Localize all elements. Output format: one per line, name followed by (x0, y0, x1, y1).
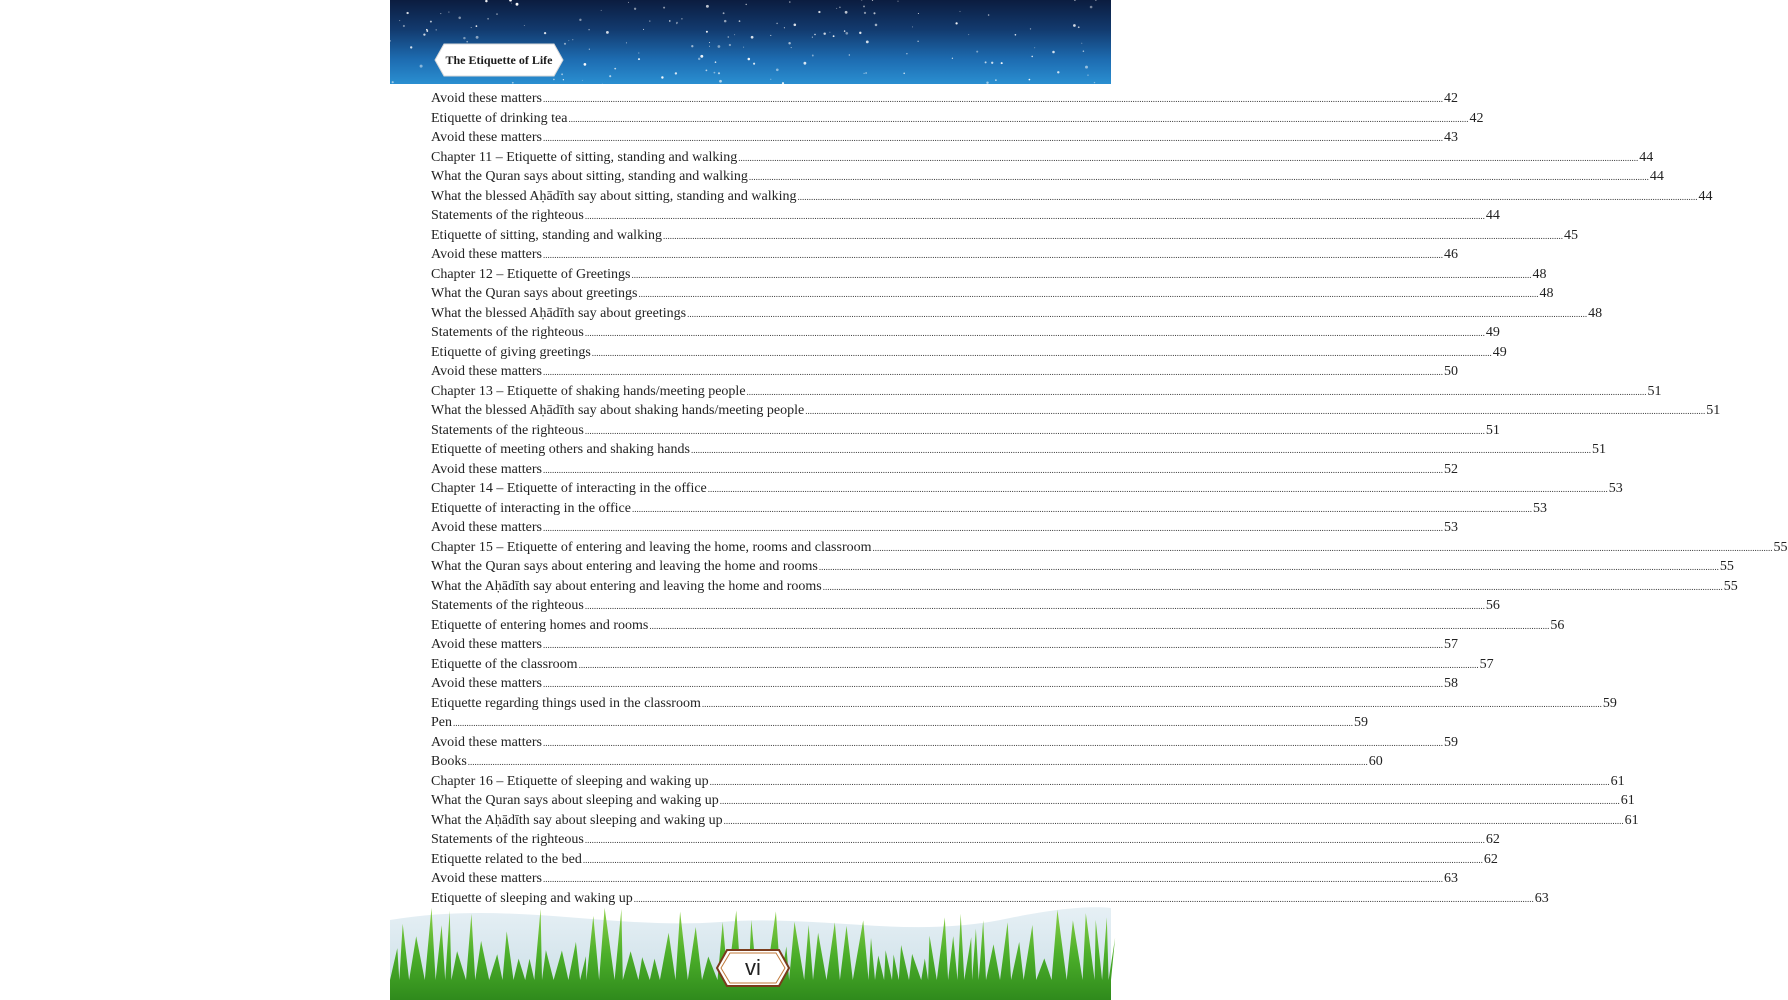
toc-entry-title: Avoid these matters (431, 364, 542, 379)
toc-leader-dots: ................................................................................................................................................................................................................................................................................................................................................................................................................ (584, 328, 1485, 338)
toc-leader-dots: ................................................................................................................................................................................................................................................................................................................................................................................................................ (709, 776, 1610, 787)
toc-entry (431, 247, 1458, 267)
toc-entry-title: What the Quran says about greetings (431, 286, 638, 301)
book-title-badge (434, 43, 564, 77)
toc-entry-title: What the blessed Aḥādīth say about sitting, standing and walking (431, 188, 797, 204)
toc-entry-title: Statements of the righteous (431, 208, 584, 223)
toc-leader-dots: ................................................................................................................................................................................................................................................................................................................................................................................................................ (542, 640, 1443, 650)
toc-entry (431, 188, 1713, 209)
toc-entry (431, 364, 1458, 384)
toc-entry-page: 44 (1698, 188, 1713, 204)
toc-entry-page: 55 (1719, 559, 1734, 574)
toc-entry (431, 598, 1500, 618)
toc-entry-page: 63 (1443, 871, 1458, 886)
toc-leader-dots: ................................................................................................................................................................................................................................................................................................................................................................................................................ (818, 562, 1719, 572)
toc-leader-dots: ................................................................................................................................................................................................................................................................................................................................................................................................................ (467, 757, 1368, 767)
toc-entry-page: 44 (1639, 149, 1654, 165)
toc-entry-title: What the Aḥādīth say about sleeping and waking up (431, 812, 723, 828)
toc-entry-title: What the Quran says about sleeping and waking up (431, 793, 719, 808)
toc-entry-title: Avoid these matters (431, 734, 542, 750)
toc-leader-dots: ................................................................................................................................................................................................................................................................................................................................................................................................................ (633, 893, 1534, 904)
toc-entry-page: 57 (1479, 656, 1494, 672)
book-page (390, 0, 1788, 1000)
toc-leader-dots: ................................................................................................................................................................................................................................................................................................................................................................................................................ (578, 659, 1479, 670)
toc-leader-dots: ................................................................................................................................................................................................................................................................................................................................................................................................................ (631, 269, 1532, 280)
toc-entry-page: 48 (1532, 266, 1547, 282)
toc-entry (431, 754, 1383, 774)
toc-entry-title: What the Quran says about sitting, standing and walking (431, 169, 748, 184)
toc-entry (431, 520, 1458, 540)
toc-entry-title: Etiquette of meeting others and shaking hands (431, 442, 690, 457)
toc-leader-dots: ................................................................................................................................................................................................................................................................................................................................................................................................................ (582, 854, 1483, 865)
toc-entry-title: Statements of the righteous (431, 325, 584, 340)
toc-entry-page: 63 (1534, 890, 1549, 906)
toc-entry-page: 43 (1443, 130, 1458, 145)
toc-entry-title: Etiquette related to the bed (431, 851, 582, 867)
toc-entry (431, 130, 1458, 150)
toc-entry (431, 208, 1500, 228)
toc-entry-page: 51 (1485, 422, 1500, 438)
toc-entry-page: 53 (1532, 500, 1547, 516)
toc-leader-dots: ................................................................................................................................................................................................................................................................................................................................................................................................................ (723, 815, 1624, 826)
toc-entry-title: Etiquette of entering homes and rooms (431, 617, 649, 633)
toc-entry (431, 227, 1578, 248)
toc-entry-page: 62 (1483, 851, 1498, 867)
toc-entry-page: 44 (1649, 169, 1664, 184)
toc-entry (431, 422, 1500, 443)
toc-entry (431, 325, 1500, 345)
toc-leader-dots: ................................................................................................................................................................................................................................................................................................................................................................................................................ (542, 94, 1443, 104)
toc-entry-page: 57 (1443, 637, 1458, 652)
toc-entry-page: 44 (1485, 208, 1500, 223)
toc-entry (431, 442, 1606, 462)
toc-entry-page: 61 (1610, 773, 1625, 789)
toc-leader-dots: ................................................................................................................................................................................................................................................................................................................................................................................................................ (568, 113, 1469, 124)
toc-leader-dots: ................................................................................................................................................................................................................................................................................................................................................................................................................ (542, 250, 1443, 260)
toc-entry-page: 59 (1354, 715, 1368, 730)
toc-entry-page: 45 (1563, 227, 1578, 243)
toc-entry-title: Chapter 11 – Etiquette of sitting, standing and walking (431, 149, 738, 165)
toc-entry-page: 46 (1443, 247, 1458, 262)
toc-entry-title: Statements of the righteous (431, 832, 584, 847)
toc-leader-dots: ................................................................................................................................................................................................................................................................................................................................................................................................................ (701, 698, 1602, 709)
toc-entry-title: Avoid these matters (431, 247, 542, 262)
toc-entry-title: Pen (431, 715, 452, 730)
toc-leader-dots: ................................................................................................................................................................................................................................................................................................................................................................................................................ (638, 289, 1539, 299)
toc-entry-title: Chapter 14 – Etiquette of interacting in the office (431, 481, 707, 496)
toc-entry-page: 58 (1443, 676, 1458, 691)
toc-entry-title: What the blessed Aḥādīth say about greetings (431, 305, 687, 321)
toc-entry-title: What the Quran says about entering and leaving the home and rooms (431, 559, 818, 574)
toc-entry (431, 656, 1494, 677)
book-title: The Etiquette of Life (445, 53, 553, 67)
page-number: vi (745, 955, 761, 980)
toc-entry (431, 637, 1458, 657)
toc-entry (431, 832, 1500, 852)
toc-leader-dots: ................................................................................................................................................................................................................................................................................................................................................................................................................ (707, 484, 1608, 494)
toc-entry-page: 42 (1469, 110, 1484, 126)
toc-entry-page: 59 (1443, 734, 1458, 750)
toc-entry (431, 305, 1603, 326)
toc-leader-dots: ................................................................................................................................................................................................................................................................................................................................................................................................................ (719, 796, 1620, 806)
toc-entry-title: What the Aḥādīth say about entering and leaving the home and rooms (431, 578, 822, 594)
toc-leader-dots: ................................................................................................................................................................................................................................................................................................................................................................................................................ (746, 386, 1647, 397)
toc-entry-title: What the blessed Aḥādīth say about shaking hands/meeting people (431, 403, 805, 418)
toc-entry-page: 53 (1608, 481, 1623, 496)
toc-entry (431, 461, 1458, 482)
toc-leader-dots: ................................................................................................................................................................................................................................................................................................................................................................................................................ (584, 601, 1485, 611)
toc-entry (431, 110, 1484, 131)
toc-entry-page: 55 (1773, 539, 1788, 555)
table-of-contents (431, 91, 1788, 910)
toc-entry-page: 62 (1485, 832, 1500, 847)
toc-entry (431, 676, 1458, 696)
toc-entry-title: Avoid these matters (431, 520, 542, 535)
night-sky-header (390, 0, 1111, 84)
toc-entry-title: Statements of the righteous (431, 422, 584, 438)
toc-leader-dots: ................................................................................................................................................................................................................................................................................................................................................................................................................ (738, 152, 1639, 163)
toc-entry-title: Etiquette of sitting, standing and walking (431, 227, 662, 243)
toc-entry-page: 51 (1647, 383, 1662, 399)
toc-entry (431, 383, 1662, 404)
toc-leader-dots: ................................................................................................................................................................................................................................................................................................................................................................................................................ (542, 133, 1443, 143)
toc-entry (431, 695, 1617, 716)
toc-entry (431, 734, 1458, 755)
toc-entry (431, 500, 1547, 521)
toc-entry-page: 49 (1485, 325, 1500, 340)
toc-entry (431, 812, 1639, 833)
toc-leader-dots: ................................................................................................................................................................................................................................................................................................................................................................................................................ (805, 406, 1706, 416)
toc-entry (431, 773, 1625, 794)
toc-entry-title: Chapter 16 – Etiquette of sleeping and waking up (431, 773, 709, 789)
toc-entry-title: Etiquette of interacting in the office (431, 500, 631, 516)
toc-entry-page: 55 (1723, 578, 1738, 594)
page-number-badge (715, 948, 791, 988)
toc-entry (431, 871, 1458, 891)
toc-leader-dots: ................................................................................................................................................................................................................................................................................................................................................................................................................ (690, 445, 1591, 455)
toc-entry-title: Etiquette of drinking tea (431, 110, 568, 126)
toc-entry-page: 49 (1492, 344, 1507, 360)
toc-leader-dots: ................................................................................................................................................................................................................................................................................................................................................................................................................ (584, 835, 1485, 845)
toc-entry-title: Books (431, 754, 467, 769)
toc-entry (431, 149, 1654, 170)
toc-entry-title: Avoid these matters (431, 130, 542, 145)
toc-entry-page: 56 (1550, 617, 1565, 633)
toc-entry-title: Chapter 15 – Etiquette of entering and leaving the home, rooms and classroom (431, 539, 872, 555)
toc-entry (431, 91, 1458, 111)
toc-leader-dots: ................................................................................................................................................................................................................................................................................................................................................................................................................ (649, 620, 1550, 631)
toc-leader-dots: ................................................................................................................................................................................................................................................................................................................................................................................................................ (542, 464, 1443, 475)
toc-entry (431, 578, 1738, 599)
toc-entry (431, 715, 1368, 735)
toc-entry-title: Chapter 13 – Etiquette of shaking hands/meeting people (431, 383, 746, 399)
toc-leader-dots: ................................................................................................................................................................................................................................................................................................................................................................................................................ (631, 503, 1532, 514)
toc-entry-page: 60 (1368, 754, 1383, 769)
toc-leader-dots: ................................................................................................................................................................................................................................................................................................................................................................................................................ (822, 581, 1723, 592)
toc-entry-title: Etiquette of the classroom (431, 656, 578, 672)
toc-leader-dots: ................................................................................................................................................................................................................................................................................................................................................................................................................ (662, 230, 1563, 241)
toc-entry (431, 851, 1498, 872)
toc-entry-page: 59 (1602, 695, 1617, 711)
toc-entry-page: 52 (1443, 461, 1458, 477)
toc-entry-title: Etiquette regarding things used in the classroom (431, 695, 701, 711)
toc-leader-dots: ................................................................................................................................................................................................................................................................................................................................................................................................................ (542, 874, 1443, 884)
toc-entry (431, 559, 1734, 579)
toc-leader-dots: ................................................................................................................................................................................................................................................................................................................................................................................................................ (584, 211, 1485, 221)
toc-entry-page: 61 (1624, 812, 1639, 828)
toc-entry (431, 266, 1547, 287)
toc-leader-dots: ................................................................................................................................................................................................................................................................................................................................................................................................................ (797, 191, 1698, 202)
toc-entry-title: Avoid these matters (431, 461, 542, 477)
toc-entry-page: 50 (1443, 364, 1458, 379)
toc-entry-page: 48 (1588, 305, 1603, 321)
toc-entry-page: 42 (1443, 91, 1458, 106)
toc-entry (431, 169, 1664, 189)
toc-entry-page: 51 (1591, 442, 1606, 457)
toc-entry-title: Chapter 12 – Etiquette of Greetings (431, 266, 631, 282)
toc-leader-dots: ................................................................................................................................................................................................................................................................................................................................................................................................................ (872, 542, 1773, 553)
toc-entry-page: 48 (1539, 286, 1554, 301)
toc-entry-title: Avoid these matters (431, 676, 542, 691)
toc-entry (431, 344, 1507, 365)
toc-leader-dots: ................................................................................................................................................................................................................................................................................................................................................................................................................ (591, 347, 1492, 358)
toc-leader-dots: ................................................................................................................................................................................................................................................................................................................................................................................................................ (542, 367, 1443, 377)
toc-entry-page: 61 (1620, 793, 1635, 808)
toc-entry-title: Avoid these matters (431, 871, 542, 886)
toc-leader-dots: ................................................................................................................................................................................................................................................................................................................................................................................................................ (542, 737, 1443, 748)
toc-leader-dots: ................................................................................................................................................................................................................................................................................................................................................................................................................ (542, 523, 1443, 533)
toc-entry-page: 56 (1485, 598, 1500, 613)
toc-entry (431, 286, 1554, 306)
toc-entry (431, 617, 1565, 638)
toc-leader-dots: ................................................................................................................................................................................................................................................................................................................................................................................................................ (584, 425, 1485, 436)
toc-entry-page: 53 (1443, 520, 1458, 535)
toc-entry-title: Avoid these matters (431, 91, 542, 106)
toc-entry (431, 481, 1623, 501)
toc-entry-page: 51 (1706, 403, 1721, 418)
toc-leader-dots: ................................................................................................................................................................................................................................................................................................................................................................................................................ (542, 679, 1443, 689)
toc-leader-dots: ................................................................................................................................................................................................................................................................................................................................................................................................................ (748, 172, 1649, 182)
toc-entry-title: Etiquette of giving greetings (431, 344, 591, 360)
toc-entry-title: Etiquette of sleeping and waking up (431, 890, 633, 906)
toc-leader-dots: ................................................................................................................................................................................................................................................................................................................................................................................................................ (453, 718, 1353, 728)
toc-entry (431, 539, 1788, 560)
toc-entry-title: Statements of the righteous (431, 598, 584, 613)
toc-leader-dots: ................................................................................................................................................................................................................................................................................................................................................................................................................ (687, 308, 1588, 319)
toc-entry-title: Avoid these matters (431, 637, 542, 652)
toc-entry (431, 793, 1635, 813)
toc-entry (431, 403, 1721, 423)
